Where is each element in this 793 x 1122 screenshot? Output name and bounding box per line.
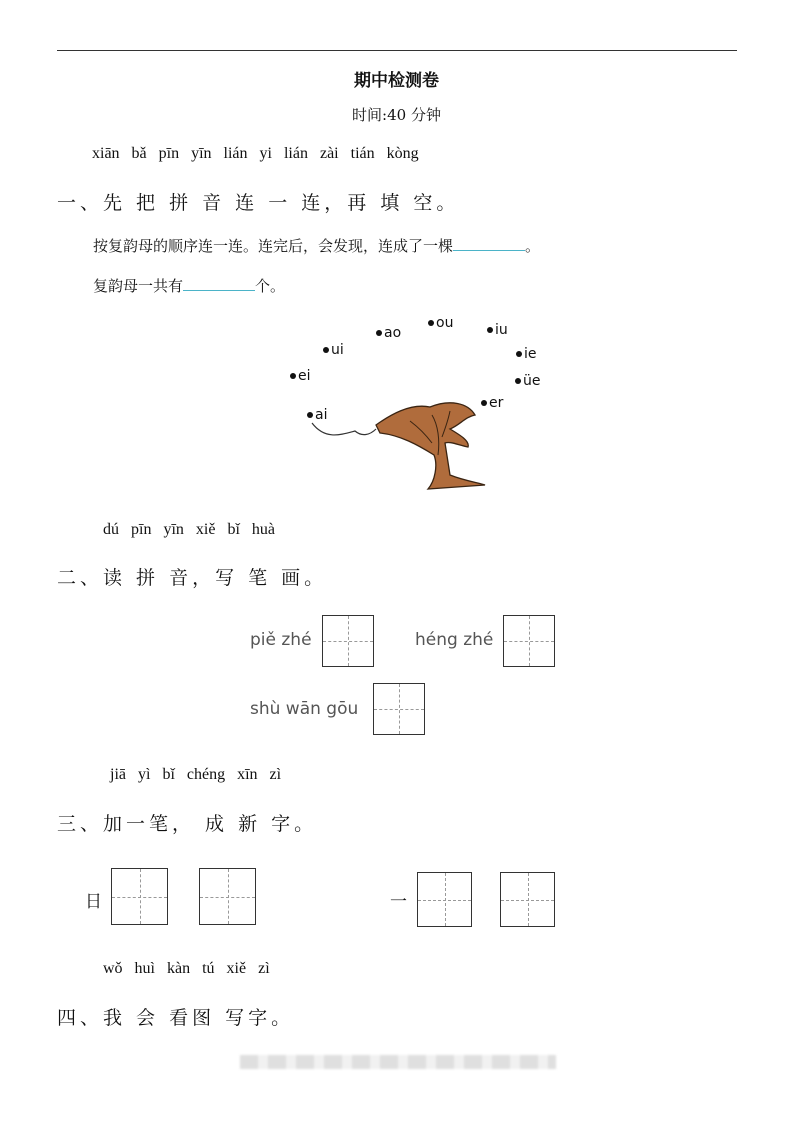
writing-grid[interactable] — [500, 872, 555, 927]
stroke-label-pie-zhe: piě zhé — [250, 630, 312, 650]
node-er[interactable]: er — [481, 395, 503, 411]
dot-icon — [481, 400, 487, 406]
section1-question1 — [93, 235, 540, 256]
question2-end: 个。 — [255, 277, 286, 295]
dot-icon — [323, 347, 329, 353]
dot-icon — [376, 330, 382, 336]
dot-icon — [307, 412, 313, 418]
dot-icon — [290, 373, 296, 379]
question2-text: 复韵母一共有 — [93, 277, 184, 295]
dot-icon — [515, 378, 521, 384]
section1-pinyin: xiān bǎ pīn yīn lián yi lián zài tián kòng — [92, 145, 419, 162]
top-rule — [57, 50, 737, 51]
section3-heading: 三、加一笔， 成 新 字。 — [57, 813, 318, 835]
section3-pinyin: jiā yì bǐ chéng xīn zì — [110, 766, 282, 783]
writing-grid[interactable] — [373, 683, 425, 735]
question1-end: 。 — [525, 237, 541, 255]
writing-grid[interactable] — [111, 868, 168, 925]
answer-blank-1[interactable] — [453, 236, 525, 251]
node-ei[interactable]: ei — [290, 368, 311, 384]
stroke-label-shu-wan-gou: shù wān gōu — [250, 699, 359, 719]
node-ao[interactable]: ao — [376, 325, 401, 341]
node-iu[interactable]: iu — [487, 322, 508, 338]
dot-icon — [487, 327, 493, 333]
section2-pinyin: dú pīn yīn xiě bǐ huà — [103, 521, 275, 538]
writing-grid[interactable] — [199, 868, 256, 925]
time-limit: 时间:40 分钟 — [352, 106, 441, 124]
question1-text: 按复韵母的顺序连一连。连完后，会发现，连成了一棵 — [93, 237, 454, 255]
node-ue[interactable]: üe — [515, 373, 541, 389]
section4-heading: 四、我 会 看图 写字。 — [57, 1007, 295, 1029]
node-ui[interactable]: ui — [323, 342, 344, 358]
stroke-label-heng-zhe: héng zhé — [415, 630, 494, 650]
base-char-ri: 日 — [85, 892, 102, 912]
writing-grid[interactable] — [417, 872, 472, 927]
node-ou[interactable]: ou — [428, 315, 453, 331]
section4-pinyin: wǒ huì kàn tú xiě zì — [103, 960, 270, 977]
node-ai[interactable]: ai — [307, 407, 327, 423]
blurred-footer — [240, 1055, 556, 1069]
section2-heading: 二、读 拼 音，写 笔 画。 — [57, 567, 328, 589]
answer-blank-2[interactable] — [183, 276, 255, 291]
section1-heading: 一、先 把 拼 音 连 一 连，再 填 空。 — [57, 192, 460, 214]
writing-grid[interactable] — [322, 615, 374, 667]
dot-icon — [428, 320, 434, 326]
section1-question2 — [93, 275, 285, 296]
dot-icon — [516, 351, 522, 357]
page-title: 期中检测卷 — [354, 71, 439, 91]
tree-illustration — [300, 385, 500, 495]
base-char-yi: 一 — [390, 892, 407, 912]
writing-grid[interactable] — [503, 615, 555, 667]
node-ie[interactable]: ie — [516, 346, 537, 362]
